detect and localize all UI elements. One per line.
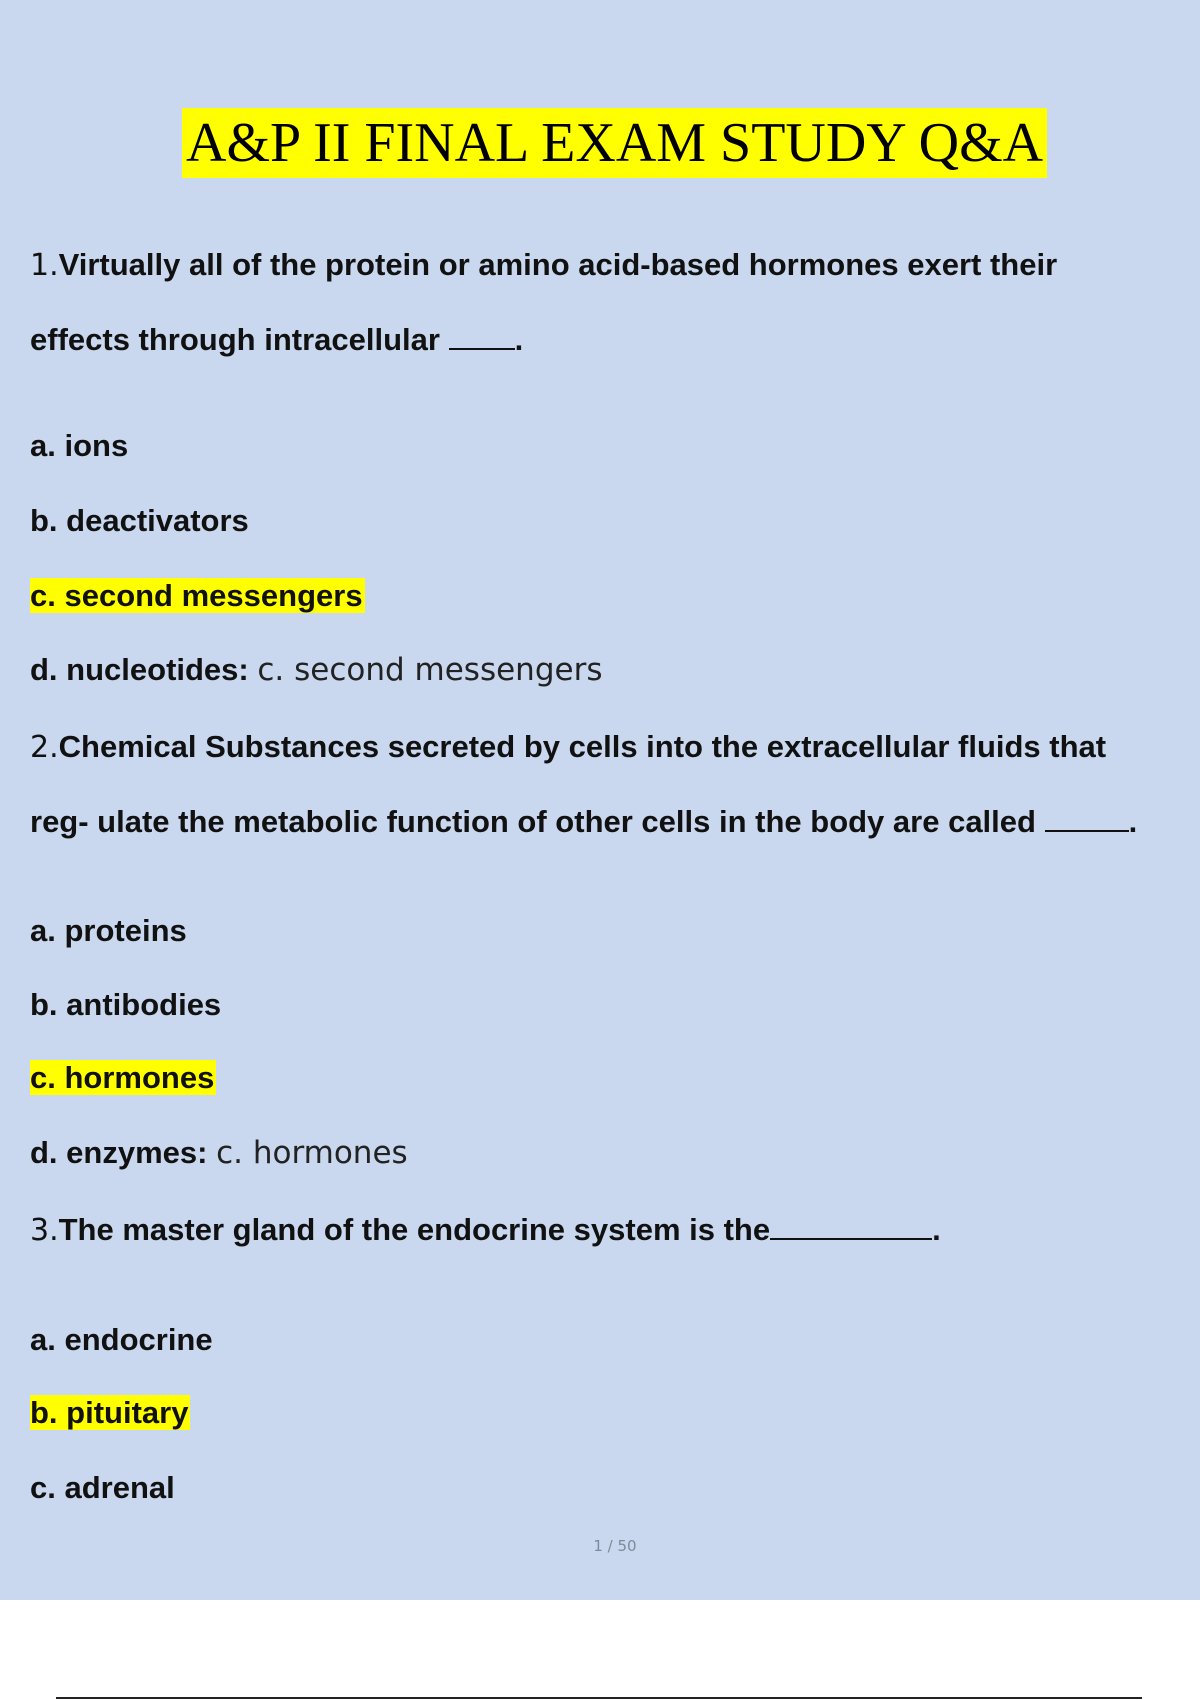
highlighted-option-label: b. pituitary [30, 1395, 189, 1430]
question-1-line-2 [30, 320, 523, 360]
question-3-line-1 [30, 1210, 941, 1251]
bottom-divider [56, 1697, 1142, 1699]
option-label: c. adrenal [30, 1470, 175, 1505]
question-3-end-period: . [932, 1212, 941, 1247]
option-2c-correct [30, 1058, 216, 1098]
question-2-end-period: . [1128, 804, 1138, 839]
highlighted-option-label: c. hormones [30, 1060, 215, 1095]
option-label: a. ions [30, 428, 129, 463]
option-label: d. nucleotides: [30, 652, 249, 687]
question-2-line-2 [30, 802, 1137, 842]
document-title: A&P II FINAL EXAM STUDY Q&A [182, 108, 1047, 178]
option-1d [30, 650, 602, 690]
question-3-text-line-1: The master gland of the endocrine system is the [58, 1212, 771, 1247]
option-label: b. deactivators [30, 503, 249, 538]
question-1-end-period: . [514, 322, 524, 357]
question-2-text-line-1: Chemical Substances secreted by cells into the extracellular fluids that [58, 729, 1107, 764]
question-2-line-1 [30, 727, 1106, 768]
option-2a [30, 911, 187, 951]
question-2-text-line-2: reg- ulate the metabolic function of other cells in the body are called [30, 804, 1036, 839]
option-3b-correct [30, 1393, 190, 1433]
option-label: a. proteins [30, 913, 187, 948]
option-3a [30, 1320, 213, 1360]
question-3-blank [770, 1212, 932, 1240]
option-1a [30, 426, 128, 466]
option-label: d. enzymes: [30, 1135, 208, 1170]
option-3c [30, 1468, 175, 1508]
question-1-text-line-2: effects through intracellular [30, 322, 440, 357]
question-1-number: 1. [30, 248, 59, 283]
option-label: b. antibodies [30, 987, 222, 1022]
question-1-blank [449, 322, 515, 350]
option-label: a. endocrine [30, 1322, 213, 1357]
question-3-number: 3. [30, 1213, 59, 1248]
answer-text: c. second messengers [257, 652, 603, 688]
question-2-blank [1045, 804, 1129, 832]
highlighted-option-label: c. second messengers [30, 578, 363, 613]
answer-text: c. hormones [216, 1135, 408, 1171]
question-2-number: 2. [30, 730, 59, 765]
question-1-text-line-1: Virtually all of the protein or amino acid-based hormones exert their [58, 247, 1058, 282]
page-indicator: 1 / 50 [593, 1537, 637, 1555]
option-2b [30, 985, 221, 1025]
option-2d [30, 1133, 408, 1173]
question-1-line-1 [30, 245, 1057, 286]
option-1c-correct [30, 576, 365, 616]
option-1b [30, 501, 249, 541]
